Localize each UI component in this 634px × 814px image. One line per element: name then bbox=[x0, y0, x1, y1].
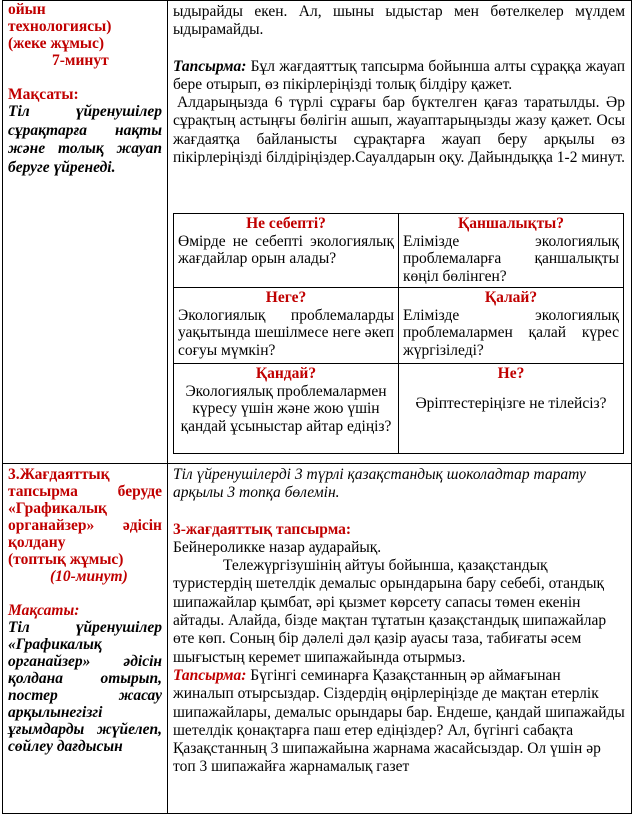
question-cell bbox=[174, 214, 399, 288]
questions-table bbox=[173, 213, 624, 454]
question-head: Қалай? bbox=[484, 289, 538, 306]
goal-title: Мақсаты: bbox=[8, 602, 80, 619]
work-mode: (топтық жұмыс) bbox=[8, 551, 124, 568]
question-text: Әріптестеріңізге не тілейсіз? bbox=[415, 394, 607, 412]
question-cell bbox=[399, 364, 624, 454]
work-mode: (жеке жұмыс) bbox=[8, 35, 105, 52]
question-head: Неге? bbox=[265, 289, 307, 306]
table-row bbox=[174, 288, 624, 364]
table-row bbox=[174, 364, 624, 454]
section-title: 3.Жағдаяттық тапсырма беруде «Графикалық органайзер» әдісін қолдану bbox=[8, 466, 162, 551]
table-row bbox=[174, 214, 624, 288]
task-paragraph bbox=[173, 667, 625, 777]
task-paragraph bbox=[173, 58, 625, 95]
question-text: Елімізде экологиялық проблемалармен қалай күрес жүргізіледі? bbox=[403, 306, 619, 359]
duration: (10-минут) bbox=[50, 568, 128, 585]
top-right-cell bbox=[173, 3, 625, 167]
top-left-cell bbox=[8, 1, 162, 177]
question-head: Не себепті? bbox=[246, 215, 326, 232]
group-split-text: Тіл үйренушілерді 3 түрлі қазақстандық шоколадтар тарату арқылы 3 топқа бөлемін. bbox=[173, 466, 586, 502]
question-text: Елімізде экологиялық проблемаларға қаншалықты көңіл бөлінген? bbox=[403, 232, 619, 285]
task-title: 3-жағдаяттық тапсырма: bbox=[173, 520, 352, 538]
question-head: Қаншалықты? bbox=[457, 215, 565, 232]
method-name-line2: технологиясы) bbox=[8, 18, 112, 35]
duration: 7-минут bbox=[52, 52, 109, 69]
question-text: Экологиялық проблемаларды уақытында шешілмесе неге әкеп соғуы мүмкін? bbox=[178, 306, 394, 359]
question-text: Экологиялық проблемалармен күресу үшін және жою үшін қандай ұсыныстар айтар едіңіз? bbox=[180, 382, 392, 435]
column-divider bbox=[167, 0, 168, 814]
question-cell bbox=[174, 364, 399, 454]
method-name-line1: ойын bbox=[8, 1, 46, 18]
task-label: Тапсырма: bbox=[173, 666, 247, 684]
question-text: Өмірде не себепті экологиялық жағдайлар орын алады? bbox=[178, 232, 394, 267]
question-cell bbox=[174, 288, 399, 364]
intro-text: ыдырайды екен. Ал, шыны ыдыстар мен бөтелкелер мүлдем ыдырамайды. bbox=[173, 3, 625, 39]
task-text: Бұл жағдаяттық тапсырма бойынша алты сұраққа жауап бере отырып, өз пікірлеріңізді толық білдіру қажет. bbox=[173, 57, 625, 93]
question-cell bbox=[399, 288, 624, 364]
goal-title: Мақсаты: bbox=[8, 86, 79, 103]
bottom-right-cell bbox=[173, 466, 625, 777]
bottom-left-cell bbox=[8, 466, 162, 755]
task-paragraph-2: Алдарыңызда 6 түрлі сұрағы бар бүктелген қағаз таратылды. Әр сұрақтың астыңғы бөлігін ашып, жауаптарыңызды жазу қажет. Осы жағдаятқа байланысты сұрақтарға жауап беру арқылы өз пікірлеріңізді білдіріңіздер.Сауалдарын оқу. Дайындыққа 1-2 минут. bbox=[173, 94, 625, 167]
question-head: Не? bbox=[497, 365, 525, 382]
task-label: Тапсырма: bbox=[173, 57, 247, 75]
story-text: Тележүргізушінің айтуы бойынша, қазақстандық туристердің шетелдік демалыс орындарына бару себебі, отандық шипажайлар қымбат, әрі қызмет көрсету сапасы төмен екенін айтады. Алайда, бізде мақтан тұтатын қазақстандық шипажайлар өте көп. Соның бір дәлелі дәл қазір ауасы таза, табиғаты әсем шығыстың керемет шипажайында отырмыз. bbox=[173, 557, 607, 666]
goal-text: Тіл үйренушілер сұрақтарға нақты және толық жауап беруге үйренеді. bbox=[8, 103, 162, 176]
question-cell bbox=[399, 214, 624, 288]
task-text: Бүгінгі семинарға Қазақстанның әр аймағынан жиналып отырсыздар. Сіздердің өңірлеріңізде де мақтан етерлік шипажайлары, демалыс орындары бар. Ендеше, қандай шипажайды шетелдік қонақтарға паш етер едіңіздер? Ал, бүгінгі сабақта Қазақстанның 3 шипажайына жарнама жасайсыздар. Ол үшін әр топ 3 шипажайға жарнамалық газет bbox=[173, 666, 625, 776]
question-head: Қандай? bbox=[255, 365, 317, 382]
row-divider-middle bbox=[2, 463, 632, 464]
video-instruction: Бейнероликке назар аударайық. bbox=[173, 538, 382, 556]
goal-text: Тіл үйренушілер «Графикалық органайзер» әдісін қолдана отырып, постер жасау арқылынегізгі ұғымдарды жүйелеп, сөйлеу дағдысын bbox=[8, 619, 162, 755]
